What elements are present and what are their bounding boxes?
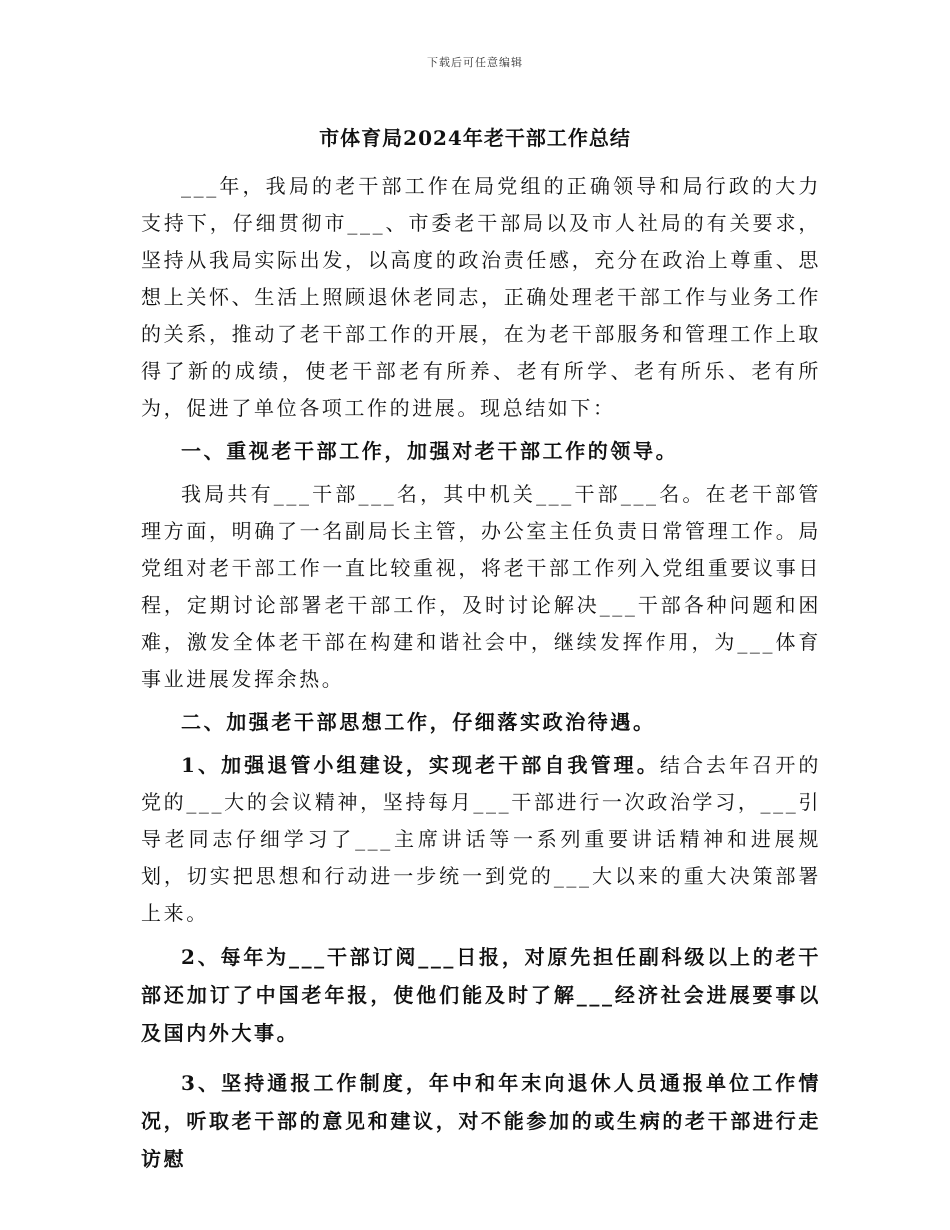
section-heading-1: 一、重视老干部工作，加强对老干部工作的领导。 (181, 439, 679, 463)
item-1-paragraph (141, 747, 821, 932)
document-body (141, 168, 821, 1178)
section-1-paragraph: 我局共有___干部___名，其中机关___干部___名。在老干部管理方面，明确了一名副局长主管，办公室主任负责日常管理工作。局党组对老干部工作一直比较重视，将老干部工作列入党组重要议事日程，定期讨论部署老干部工作，及时讨论解决___干部各种问题和困难，激发全体老干部在构建和谐社会中，继续发挥作用，为___体育事业进展发挥余热。 (141, 482, 821, 691)
item-1-lead: 1、加强退管小组建设，实现老干部自我管理。 (181, 753, 660, 777)
section-heading-2: 二、加强老干部思想工作，仔细落实政治待遇。 (181, 710, 656, 734)
item-1-text: 结合去年召开的党的___大的会议精神，坚持每月___干部进行一次政治学习，___引导老同志仔细学习了___主席讲话等一系列重要讲话精神和进展规划，切实把思想和行动进一步统一到党的___大以来的重大决策部署上来。 (141, 753, 822, 925)
item-2-paragraph: 2、每年为___干部订阅___日报，对原先担任副科级以上的老干部还加订了中国老年报，使他们能及时了解___经济社会进展要事以及国内外大事。 (141, 945, 821, 1045)
item-3-paragraph: 3、坚持通报工作制度，年中和年末向退休人员通报单位工作情况，听取老干部的意见和建议，对不能参加的或生病的老干部进行走访慰 (141, 1071, 821, 1171)
document-title: 市体育局2024年老干部工作总结 (319, 126, 631, 150)
header-note: 下载后可任意编辑 (427, 56, 523, 69)
intro-paragraph: ___年，我局的老干部工作在局党组的正确领导和局行政的大力支持下，仔细贯彻市___、市委老干部局以及市人社局的有关要求，坚持从我局实际出发，以高度的政治责任感，充分在政治上尊重、思想上关怀、生活上照顾退休老同志，正确处理老干部工作与业务工作的关系，推动了老干部工作的开展，在为老干部服务和管理工作上取得了新的成绩，使老干部老有所养、老有所学、老有所乐、老有所为，促进了单位各项工作的进展。现总结如下： (141, 174, 821, 420)
